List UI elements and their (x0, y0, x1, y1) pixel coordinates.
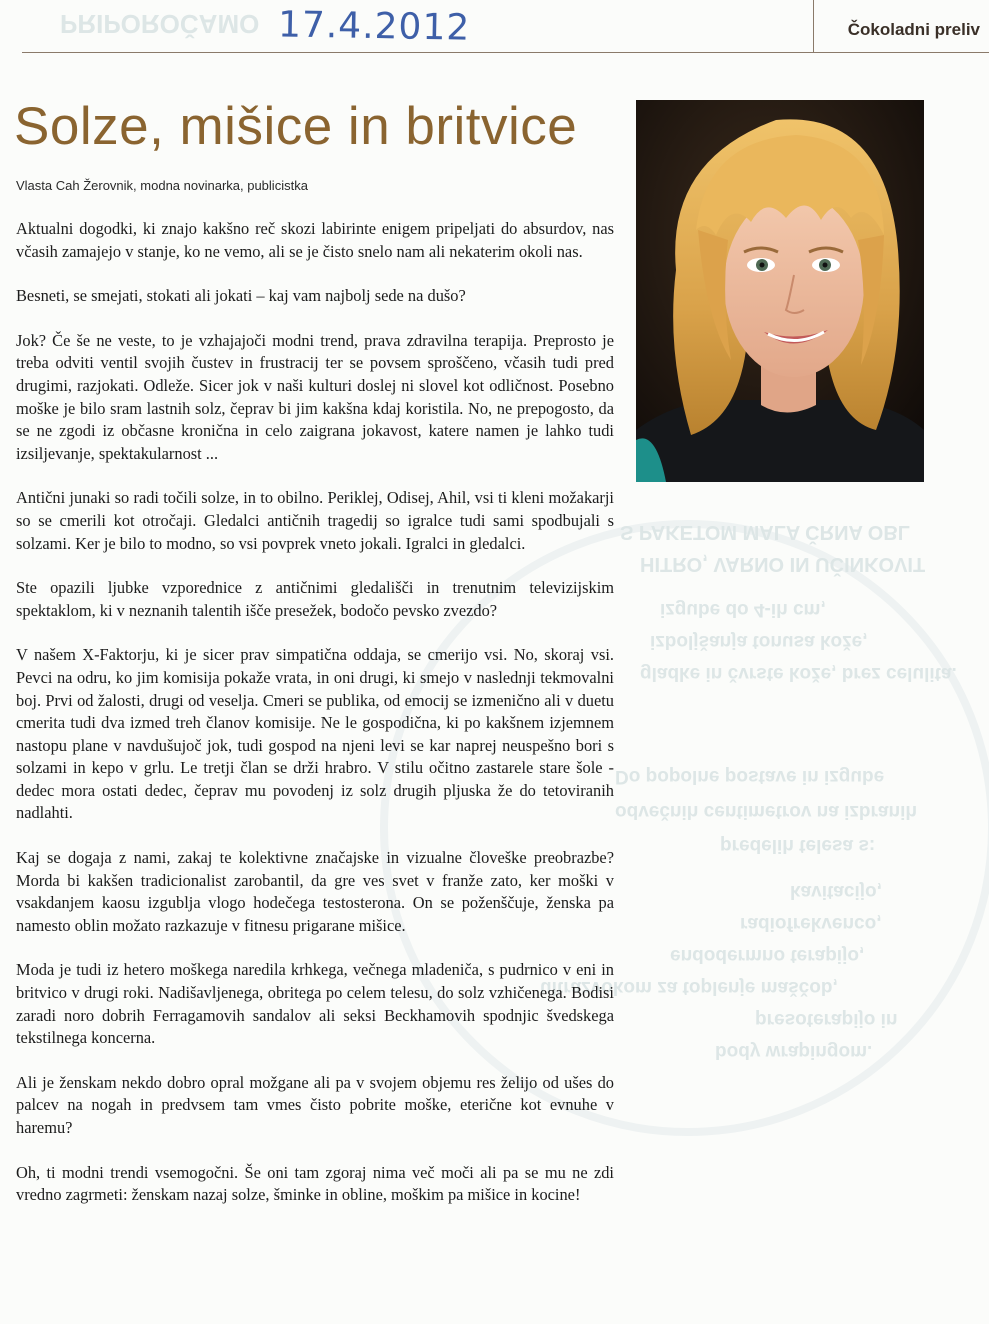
bleed-through-text: gladke in čvrste kože, brez celulita. (640, 663, 957, 684)
article-body (16, 218, 614, 1207)
paragraph: V našem X-Faktorju, ki je sicer prav simpatična oddaja, se cmerijo vsi. No, skoraj vsi. Pevci na odru, ko jim komisija pokaže vrata, in oni drugi, ki smejo v naslednji tekmovalni boj. Prvi od žalosti, drugi od veselja. Cmeri se publika, od emocij se izmenično ali v duetu cmerita tudi dva izmed treh članov komisije. Ne le gospodična, ki po kakšnem izjemnem nastopu plane v navdušujoč jok, tudi gospod na njeni levi se kar naprej neuspešno bori s solzami in kepo v grlu. Le tretji član se drži hrabro. V stilu očitno zastarele stare šole - dedec mora ostati dedec, čeprav mu povodenj iz solz drugih pljuska že do tetoviranih nadlahti. (16, 645, 614, 823)
bleed-through-text: body wrapingom. (715, 1041, 873, 1062)
bleed-through-text: presoterapijo in (755, 1009, 898, 1030)
paragraph: Moda je tudi iz hetero moškega naredila krhkega, večnega mladeniča, s pudrnico v eni in britvico v drugi roki. Nadišavljenega, obritega po celem telesu, do solz vzhičenega. Bodisi zaradi noro dobrih Ferragamovih sandalov ali seksi Beckhamovih spodnjic švedskega tekstilnega koncerna. (16, 960, 614, 1048)
bleed-through-text: kavitacijo, (790, 881, 882, 902)
paragraph: Aktualni dogodki, ki znajo kakšno reč skozi labirinte enigem pripeljati do absurdov, nas včasih zamajejo v stanje, ko ne vemo, ali se je čisto snelo nam ali nekaterim okoli nas. (16, 219, 614, 261)
bleed-through-text: ultrazvokom za toplenje maščob, (540, 977, 838, 998)
bleed-through-text: PRIPOROČAMO (60, 9, 260, 39)
paragraph: Ali je ženskam nekdo dobro opral možgane ali pa v svojem objemu res želijo od ušes do palcev na nogah in predvsem tam vmes čisto pobrite moške, eterične kot evnuhe v haremu? (16, 1072, 614, 1137)
bleed-through-text: radiofrekvenco, (740, 913, 882, 934)
bleed-through-text: endodermno terapijo, (670, 945, 865, 966)
bleed-through-text: HITRO, VARNO IN UČINKOVIT (640, 553, 926, 575)
paragraph: Kaj se dogaja z nami, zakaj te kolektivne značajske in vizualne človeške preobrazbe? Morda bi kakšen tradicionalist zarobantil, da gre ves svet v franže zato, ker moški v vsakdanjem kaosu izgublja vlogo hodečega testosterona. On se poženščuje, ženska pa namesto oblin možato razkazuje v fitnesu prigarane mišice. (16, 848, 614, 935)
author-portrait-photo (636, 100, 924, 482)
bleed-through-text: Do popolne postave in izgube (615, 766, 885, 787)
paragraph: Besneti, se smejati, stokati ali jokati – kaj vam najbolj sede na dušo? (16, 286, 466, 306)
paragraph: Oh, ti modni trendi vsemogočni. Še oni tam zgoraj nima več moči ali pa se mu ne zdi vredno zagrmeti: ženskam nazaj solze, šminke in obline, moškim pa mišice in kocine! (16, 1162, 614, 1205)
paragraph: Jok? Če še ne veste, to je vzhajajoči modni trend, prava zdravilna terapija. Preprosto je treba odviti ventil svojih čustev in frustracij ter se povsem sproščeno, včasih tudi pred drugimi, razjokati. Odleže. Sicer jok v naši kulturi doslej ni slovel kot odličnost. Posebno moške je bilo sram lastnih solz, čeprav bi jim kakšna kdaj koristila. No, ne prepogosto, da se ne zgodi iz občasne kroničnа in celo zaigrana jokavost, katere namen je lahko tudi izsiljevanje, spektakularnost ... (16, 330, 614, 463)
bleed-through-text: odvečnih centimetrov na izbranih (615, 801, 917, 822)
paragraph: Antični junaki so radi točili solze, in to obilno. Periklej, Odisej, Ahil, vsi ti kleni možakarji so se cmerili kot otročaji. Gledalci antičnih tragedij so igralce tudi sami spodbujali s solzami. Ker je bilo to modno, so vsi povprek vneto jokali. Igralci in gledalci. (16, 488, 614, 553)
portrait-woman-icon (636, 100, 924, 482)
article-byline: Vlasta Cah Žerovnik, modna novinarka, publicistka (16, 178, 308, 193)
bleed-through-text: izboljšanja tonusa kože, (650, 631, 868, 652)
bleed-through-text: izgube do 4-ih cm, (660, 599, 826, 620)
handwritten-date: 17.4.2012 (277, 4, 471, 49)
header-rule (22, 52, 989, 53)
header-divider (813, 0, 814, 52)
bleed-through-text: S PAKETOM MALA ČRNA OBL (620, 521, 910, 543)
section-title: Čokoladni preliv (847, 20, 980, 39)
article-title: Solze, mišice in britvice (14, 97, 578, 156)
paragraph: Ste opazili ljubke vzporednice z antičnimi gledališči in trenutnim televizijskim spektaklom, ki v neznanih talentih išče presežek, bodočo pevsko zvezdo? (16, 578, 614, 620)
bleed-through-text: predelih telesa s: (720, 835, 876, 856)
